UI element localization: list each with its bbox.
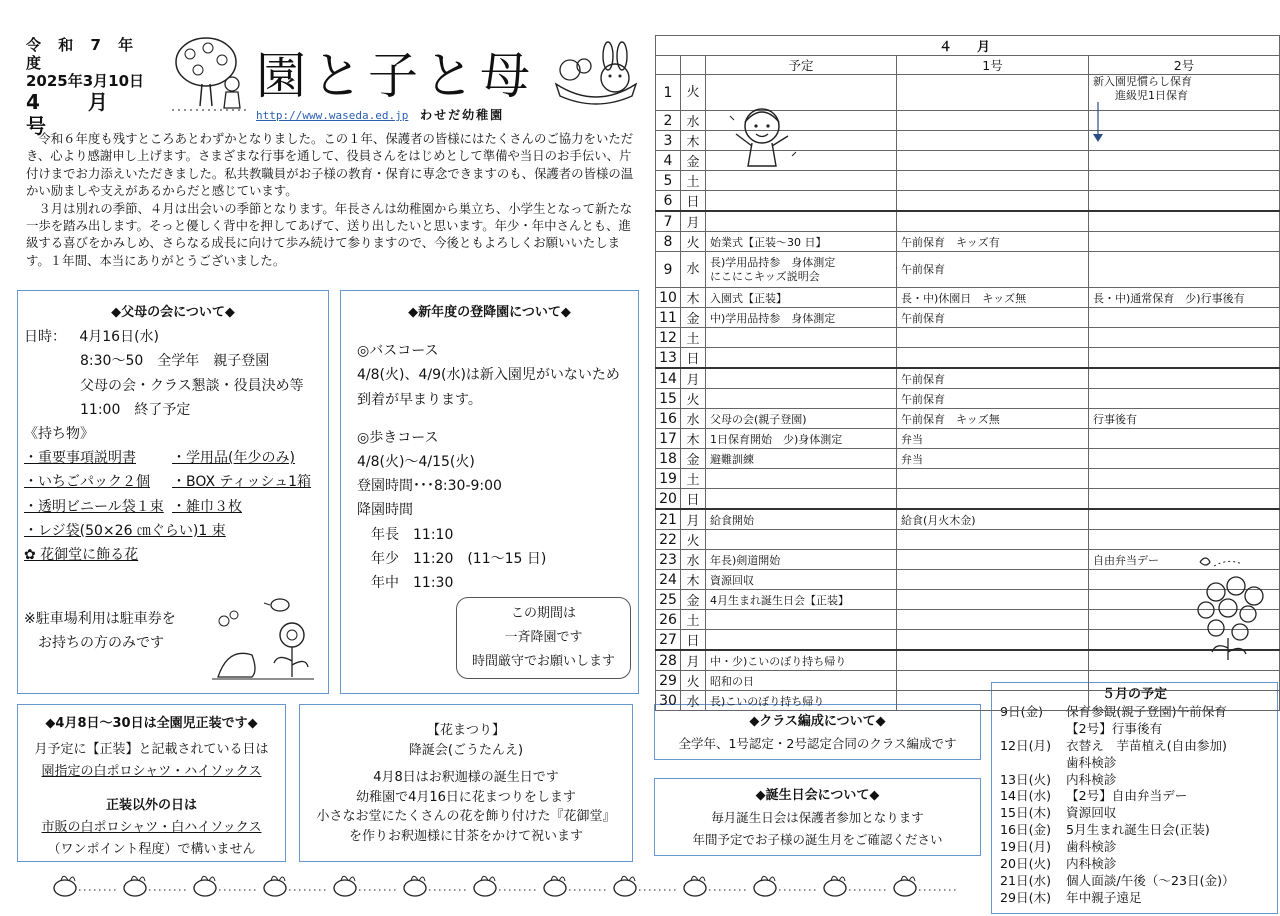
calendar-group1 bbox=[897, 691, 1089, 711]
calendar-row bbox=[656, 232, 1280, 252]
dismissal-senior: 年長 11:10 bbox=[371, 526, 454, 543]
flower-festival-title: 【花まつり】 bbox=[426, 723, 505, 738]
meeting-date: 4月16日(水) bbox=[79, 329, 160, 346]
calendar-group1 bbox=[897, 211, 1089, 232]
uniform-box bbox=[17, 704, 286, 862]
calendar-weekday: 土 bbox=[681, 610, 706, 630]
calendar-plan bbox=[706, 630, 897, 651]
calendar-row bbox=[656, 429, 1280, 449]
dismissal-junior: 年少 11:20 (11～15 日) bbox=[371, 550, 547, 567]
calendar-weekday: 水 bbox=[681, 550, 706, 570]
calendar-weekday: 木 bbox=[681, 570, 706, 590]
calendar-plan bbox=[706, 610, 897, 630]
calendar-plan bbox=[706, 368, 897, 389]
calendar-weekday: 火 bbox=[681, 75, 706, 111]
item-school-supplies: ・学用品(年少のみ) bbox=[172, 450, 295, 467]
calendar-day: 10 bbox=[656, 288, 681, 308]
calendar-group1 bbox=[897, 151, 1089, 171]
may-item-event: 衣替え 芋苗植え(自由参加) bbox=[1066, 737, 1227, 753]
calendar-row bbox=[656, 509, 1280, 530]
calendar-group1 bbox=[897, 171, 1089, 191]
bee-icon bbox=[54, 876, 76, 896]
calendar-group1: 午前保育 bbox=[897, 308, 1089, 328]
walk-course-heading: ◎歩きコース bbox=[357, 429, 439, 446]
uniform-line-2: 園指定の白ポロシャツ・ハイソックス bbox=[41, 764, 262, 779]
may-item-event: 年中親子遠足 bbox=[1066, 889, 1142, 905]
may-schedule-item bbox=[1000, 738, 1269, 755]
calendar-day: 22 bbox=[656, 530, 681, 550]
calendar-group1: 午前保育 bbox=[897, 389, 1089, 409]
may-schedule-item bbox=[1000, 822, 1269, 839]
item-strawberry-packs: ・いちごパック２個 bbox=[24, 474, 150, 491]
calendar-day: 1 bbox=[656, 75, 681, 111]
may-schedule-item bbox=[1000, 890, 1269, 907]
notice-line-1: この期間は bbox=[510, 606, 576, 621]
calendar-group1 bbox=[897, 610, 1089, 630]
calendar-row bbox=[656, 288, 1280, 308]
group1-column-header: 1号 bbox=[897, 56, 1089, 75]
calendar-day: 9 bbox=[656, 252, 681, 288]
calendar-day: 7 bbox=[656, 211, 681, 232]
calendar-group1: 午前保育 bbox=[897, 252, 1089, 288]
arrival-time: 登園時間･･･8:30-9:00 bbox=[357, 478, 502, 495]
calendar-group2 bbox=[1089, 171, 1280, 191]
calendar-row bbox=[656, 530, 1280, 550]
calendar-plan: 始業式【正装～30 日】 bbox=[706, 232, 897, 252]
may-item-event: 歯科検診 bbox=[1066, 754, 1117, 770]
calendar-group1 bbox=[897, 570, 1089, 590]
calendar-group1: 弁当 bbox=[897, 429, 1089, 449]
calendar-day: 3 bbox=[656, 131, 681, 151]
calendar-group2 bbox=[1089, 131, 1280, 151]
tree-child-illustration bbox=[168, 34, 250, 112]
calendar-weekday: 火 bbox=[681, 232, 706, 252]
calendar-weekday: 木 bbox=[681, 429, 706, 449]
calendar-weekday: 月 bbox=[681, 509, 706, 530]
may-item-date: 9日(金) bbox=[1000, 703, 1044, 719]
boy-illustration bbox=[722, 96, 802, 174]
may-schedule-item bbox=[1000, 873, 1269, 890]
item-flowers: ✿ 花御堂に飾る花 bbox=[24, 547, 139, 564]
calendar-weekday: 月 bbox=[681, 650, 706, 671]
rabbit-basket-illustration bbox=[552, 40, 640, 106]
item-tissue-box: ・BOX ティッシュ1箱 bbox=[172, 474, 312, 491]
calendar-group2 bbox=[1089, 368, 1280, 389]
may-item-date: 13日(火) bbox=[1000, 771, 1052, 787]
birthday-info-box bbox=[654, 778, 981, 856]
calendar-plan bbox=[706, 389, 897, 409]
bee-icon bbox=[544, 876, 566, 896]
calendar-weekday: 火 bbox=[681, 530, 706, 550]
bus-course-text: 4/8(火)、4/9(水)は新入園児がいないため到着が早まります。 bbox=[357, 367, 620, 408]
calendar-group1 bbox=[897, 348, 1089, 369]
may-schedule-item bbox=[1000, 755, 1269, 772]
birthday-info-line-2: 年間予定でお子様の誕生月をご確認ください bbox=[692, 832, 943, 847]
intro-message bbox=[26, 130, 638, 269]
group-dismissal-notice bbox=[456, 597, 631, 679]
calendar-day: 16 bbox=[656, 409, 681, 429]
calendar-group1 bbox=[897, 630, 1089, 651]
bee-icon bbox=[684, 876, 706, 896]
calendar-weekday: 木 bbox=[681, 288, 706, 308]
calendar-plan bbox=[706, 191, 897, 212]
calendar-plan: 1日保育開始 少)身体測定 bbox=[706, 429, 897, 449]
may-item-event: 【2号】行事後有 bbox=[1066, 720, 1163, 736]
calendar-group2 bbox=[1089, 509, 1280, 530]
flower-festival-line-1: 4月8日はお釈迦様の誕生日です bbox=[373, 770, 559, 785]
calendar-plan: 4月生まれ誕生日会【正装】 bbox=[706, 590, 897, 610]
class-info-title: ◆クラス編成について◆ bbox=[749, 714, 886, 729]
calendar-plan: 避難訓練 bbox=[706, 449, 897, 469]
calendar-group2: 自由弁当デー bbox=[1089, 550, 1280, 570]
flower-bush-illustration bbox=[1186, 552, 1276, 664]
calendar-group2 bbox=[1089, 348, 1280, 369]
calendar-weekday: 水 bbox=[681, 252, 706, 288]
calendar-plan bbox=[706, 211, 897, 232]
calendar-row bbox=[656, 252, 1280, 288]
calendar-group2 bbox=[1089, 671, 1280, 691]
calendar-group1 bbox=[897, 489, 1089, 510]
may-item-date: 20日(火) bbox=[1000, 856, 1052, 872]
item-explanation-doc: ・重要事項説明書 bbox=[24, 450, 136, 467]
dismissal-label: 降園時間 bbox=[357, 502, 413, 519]
may-item-event: 資源回収 bbox=[1066, 805, 1117, 821]
era-year: 令 和 7 年 度 bbox=[26, 36, 140, 72]
calendar-group2 bbox=[1089, 151, 1280, 171]
calendar-group1 bbox=[897, 75, 1089, 111]
calendar-group1 bbox=[897, 191, 1089, 212]
calendar-plan: 入園式【正装】 bbox=[706, 288, 897, 308]
calendar-weekday: 土 bbox=[681, 171, 706, 191]
intro-paragraph-2: ３月は別れの季節、４月は出会いの季節となります。年長さんは幼稚園から巣立ち、小学生となって新たな一歩を踏み出します。そっと優しく背中を押してあげて、送り出したいと思います。年少・年中さんとも、進級する喜びをかみしめ、さらなる成長に向けて歩み続けて参りますので、今後ともよろしくお願いいたします。１年間、本当にありがとうございました。 bbox=[26, 200, 633, 268]
may-item-event: 個人面談/午後（～23日(金)） bbox=[1066, 872, 1235, 888]
calendar-group1: 弁当 bbox=[897, 449, 1089, 469]
calendar-weekday: 水 bbox=[681, 111, 706, 131]
calendar-weekday: 水 bbox=[681, 409, 706, 429]
calendar-group2 bbox=[1089, 530, 1280, 550]
calendar-group1 bbox=[897, 671, 1089, 691]
calendar-group1: 午前保育 キッズ無 bbox=[897, 409, 1089, 429]
calendar-weekday: 火 bbox=[681, 389, 706, 409]
newsletter-title: 園と子と母 bbox=[256, 47, 536, 105]
calendar-group2 bbox=[1089, 328, 1280, 348]
item-shopping-bags: ・レジ袋(50×26 ㎝ぐらい)1 束 bbox=[24, 522, 226, 539]
notice-line-3: 時間厳守でお願いします bbox=[471, 654, 615, 669]
bus-course-heading: ◎バスコース bbox=[357, 343, 439, 360]
calendar-day: 30 bbox=[656, 691, 681, 711]
may-schedule-box bbox=[991, 682, 1278, 914]
may-item-event: 内科検診 bbox=[1066, 771, 1117, 787]
may-item-date: 16日(金) bbox=[1000, 822, 1052, 838]
calendar-weekday: 月 bbox=[681, 368, 706, 389]
weekday-column-header bbox=[681, 56, 706, 75]
calendar-row bbox=[656, 348, 1280, 369]
calendar-plan: 長)こいのぼり持ち帰り bbox=[706, 691, 897, 711]
flower-festival-box bbox=[299, 704, 633, 862]
bee-icon bbox=[124, 876, 146, 896]
may-schedule-item bbox=[1000, 839, 1269, 856]
calendar-day: 12 bbox=[656, 328, 681, 348]
calendar-group2 bbox=[1089, 429, 1280, 449]
date-label: 日時： bbox=[24, 329, 66, 346]
footer-bee-border bbox=[20, 872, 985, 902]
calendar-day: 23 bbox=[656, 550, 681, 570]
flower-festival-line-2: 幼稚園で4月16日に花まつりをします bbox=[356, 789, 576, 805]
calendar-weekday: 月 bbox=[681, 211, 706, 232]
may-item-event: 内科検診 bbox=[1066, 856, 1117, 872]
calendar-group1: 午前保育 キッズ有 bbox=[897, 232, 1089, 252]
uniform-line-5: （ワンポイント程度）で構いません bbox=[47, 842, 256, 857]
calendar-group2: 新入園児慣らし保育 進級児1日保育 bbox=[1089, 75, 1280, 111]
bee-icon bbox=[754, 876, 776, 896]
calendar-group2 bbox=[1089, 389, 1280, 409]
calendar-row bbox=[656, 211, 1280, 232]
calendar-group1: 給食(月火木金) bbox=[897, 509, 1089, 530]
calendar-group2 bbox=[1089, 449, 1280, 469]
calendar-month: ４ 月 bbox=[656, 36, 1280, 56]
calendar-row bbox=[656, 191, 1280, 212]
calendar-day: 26 bbox=[656, 610, 681, 630]
calendar-row bbox=[656, 328, 1280, 348]
calendar-weekday: 金 bbox=[681, 449, 706, 469]
calendar-day: 14 bbox=[656, 368, 681, 389]
may-item-event: 保育参観(親子登園)午前保育 bbox=[1066, 703, 1227, 719]
birthday-info-line-1: 毎月誕生日会は保護者参加となります bbox=[711, 810, 924, 825]
may-schedule-item bbox=[1000, 772, 1269, 789]
calendar-day: 19 bbox=[656, 469, 681, 489]
bee-icon bbox=[264, 876, 286, 896]
calendar-day: 5 bbox=[656, 171, 681, 191]
calendar-day: 13 bbox=[656, 348, 681, 369]
calendar-plan: 昭和の日 bbox=[706, 671, 897, 691]
calendar-day: 18 bbox=[656, 449, 681, 469]
calendar-day: 17 bbox=[656, 429, 681, 449]
calendar-group1 bbox=[897, 131, 1089, 151]
may-schedule-list bbox=[1000, 704, 1269, 907]
calendar-weekday: 金 bbox=[681, 151, 706, 171]
calendar-plan: 年長)剣道開始 bbox=[706, 550, 897, 570]
calendar-day: 29 bbox=[656, 671, 681, 691]
intro-paragraph-1: 令和６年度も残すところあとわずかとなりました。この１年、保護者の皆様にはたくさんのご協力をいただき、心より感謝申し上げます。さまざまな行事を通して、役員さんをはじめとして準備や当日のお手伝い、片付けまでお力添えいただきました。私共教職員がお子様の教育・保育に専念できますのも、保護者の皆様の温かい励ましや支えがあるからだと感じています。 bbox=[26, 131, 634, 199]
meeting-time-start: 8:30～50 全学年 親子登園 bbox=[80, 353, 270, 370]
calendar-day: 8 bbox=[656, 232, 681, 252]
meeting-time-end: 11:00 終了予定 bbox=[80, 401, 191, 418]
calendar-row bbox=[656, 671, 1280, 691]
may-item-date: 29日(木) bbox=[1000, 889, 1052, 905]
may-schedule-item bbox=[1000, 805, 1269, 822]
calendar-group1 bbox=[897, 550, 1089, 570]
calendar-group1 bbox=[897, 469, 1089, 489]
calendar-plan bbox=[706, 489, 897, 510]
flower-bird-illustration bbox=[208, 591, 318, 681]
may-schedule-item bbox=[1000, 788, 1269, 805]
calendar-plan: 父母の会(親子登園) bbox=[706, 409, 897, 429]
bee-icon bbox=[894, 876, 916, 896]
flower-festival-line-4: を作りお釈迦様に甘茶をかけて祝います bbox=[348, 828, 583, 844]
parents-meeting-title: ◆父母の会について◆ bbox=[111, 305, 235, 320]
bee-icon bbox=[404, 876, 426, 896]
may-schedule-title: ５月の予定 bbox=[1101, 687, 1167, 702]
calendar-plan: 資源回収 bbox=[706, 570, 897, 590]
calendar-row bbox=[656, 469, 1280, 489]
calendar-weekday: 日 bbox=[681, 489, 706, 510]
calendar-day: 25 bbox=[656, 590, 681, 610]
may-item-date: 15日(木) bbox=[1000, 805, 1052, 821]
birthday-info-title: ◆誕生日会について◆ bbox=[755, 788, 880, 803]
uniform-line-4: 市販の白ポロシャツ・白ハイソックス bbox=[41, 820, 262, 835]
calendar-row bbox=[656, 308, 1280, 328]
notice-line-2: 一斉降園です bbox=[504, 630, 583, 645]
calendar-weekday: 水 bbox=[681, 691, 706, 711]
calendar-day: 27 bbox=[656, 630, 681, 651]
calendar-row bbox=[656, 489, 1280, 510]
flower-festival-subtitle: 降誕会(ごうたんえ) bbox=[408, 742, 524, 758]
calendar-weekday: 日 bbox=[681, 191, 706, 212]
calendar-plan bbox=[706, 348, 897, 369]
calendar-day: 21 bbox=[656, 509, 681, 530]
issue-number: 4 月 号 bbox=[26, 90, 156, 138]
may-schedule-item bbox=[1000, 856, 1269, 873]
calendar-day: 11 bbox=[656, 308, 681, 328]
may-item-event: 歯科検診 bbox=[1066, 839, 1117, 855]
calendar-group2 bbox=[1089, 232, 1280, 252]
calendar-row bbox=[656, 368, 1280, 389]
down-arrow-icon bbox=[1092, 102, 1104, 144]
calendar-day: 15 bbox=[656, 389, 681, 409]
bee-icon bbox=[334, 876, 356, 896]
may-schedule-item bbox=[1000, 721, 1269, 738]
calendar-group2 bbox=[1089, 691, 1280, 711]
meeting-agenda: 父母の会・クラス懇談・役員決め等 bbox=[80, 377, 304, 394]
may-item-date: 21日(水) bbox=[1000, 872, 1052, 888]
may-item-date bbox=[1000, 721, 1066, 738]
calendar-weekday: 木 bbox=[681, 131, 706, 151]
may-item-date: 12日(月) bbox=[1000, 737, 1052, 753]
class-info-box bbox=[654, 704, 981, 760]
calendar-group1: 午前保育 bbox=[897, 368, 1089, 389]
walk-period: 4/8(火)～4/15(火) bbox=[357, 454, 475, 471]
calendar-day: 4 bbox=[656, 151, 681, 171]
calendar-weekday: 日 bbox=[681, 348, 706, 369]
calendar-plan bbox=[706, 469, 897, 489]
parents-meeting-box bbox=[17, 290, 329, 694]
issue-date: 2025年3月10日 bbox=[26, 72, 145, 90]
day-column-header bbox=[656, 56, 681, 75]
item-rags: ・雑巾３枚 bbox=[172, 498, 242, 515]
calendar-group1 bbox=[897, 111, 1089, 131]
calendar-weekday: 火 bbox=[681, 671, 706, 691]
calendar-group2 bbox=[1089, 469, 1280, 489]
uniform-line-1: 月予定に【正装】と記載されている日は bbox=[34, 742, 269, 757]
calendar-group2 bbox=[1089, 252, 1280, 288]
may-item-date: 14日(水) bbox=[1000, 788, 1052, 804]
calendar-weekday: 土 bbox=[681, 469, 706, 489]
calendar-weekday: 金 bbox=[681, 590, 706, 610]
calendar-group1 bbox=[897, 590, 1089, 610]
calendar-day: 2 bbox=[656, 111, 681, 131]
calendar-group2 bbox=[1089, 111, 1280, 131]
class-info-text: 全学年、1号認定・2号認定合同のクラス編成です bbox=[678, 736, 957, 751]
calendar-day: 28 bbox=[656, 650, 681, 671]
bee-icon bbox=[614, 876, 636, 896]
parking-note-1: ※駐車場利用は駐車券を bbox=[24, 611, 176, 628]
items-label: 《持ち物》 bbox=[24, 426, 94, 443]
bee-icon bbox=[474, 876, 496, 896]
calendar-plan: 長)学用品持参 身体測定 にこにこキッズ説明会 bbox=[706, 252, 897, 288]
school-name: わせだ幼稚園 bbox=[420, 108, 505, 122]
parking-note-2: お持ちの方のみです bbox=[38, 635, 164, 652]
calendar-group2 bbox=[1089, 191, 1280, 212]
calendar-day: 6 bbox=[656, 191, 681, 212]
calendar-group1 bbox=[897, 530, 1089, 550]
url-line bbox=[256, 106, 504, 123]
uniform-line-3: 正装以外の日は bbox=[105, 798, 197, 813]
calendar-group2: 長・中)通常保育 少)行事後有 bbox=[1089, 288, 1280, 308]
calendar-plan bbox=[706, 530, 897, 550]
calendar-row bbox=[656, 409, 1280, 429]
calendar-row bbox=[656, 691, 1280, 711]
item-plastic-bags: ・透明ビニール袋１束 bbox=[24, 498, 164, 515]
may-item-date bbox=[1000, 755, 1066, 772]
may-item-event: 5月生まれ誕生日会(正装) bbox=[1066, 822, 1210, 838]
calendar-weekday: 金 bbox=[681, 308, 706, 328]
flower-festival-line-3: 小さなお堂にたくさんの花を飾り付けた『花御堂』 bbox=[316, 809, 616, 824]
calendar-plan: 中)学用品持参 身体測定 bbox=[706, 308, 897, 328]
calendar-group2 bbox=[1089, 489, 1280, 510]
calendar-group1 bbox=[897, 650, 1089, 671]
calendar-plan: 給食開始 bbox=[706, 509, 897, 530]
calendar-weekday: 土 bbox=[681, 328, 706, 348]
calendar-plan bbox=[706, 328, 897, 348]
school-website-link[interactable]: http://www.waseda.ed.jp bbox=[256, 109, 409, 122]
may-item-date: 19日(月) bbox=[1000, 839, 1052, 855]
plan-column-header: 予定 bbox=[706, 56, 897, 75]
calendar-row bbox=[656, 449, 1280, 469]
issue-info bbox=[26, 36, 166, 138]
bee-icon bbox=[824, 876, 846, 896]
may-item-event: 【2号】自由弁当デー bbox=[1066, 788, 1188, 804]
calendar-group2 bbox=[1089, 211, 1280, 232]
dismissal-middle: 年中 11:30 bbox=[371, 575, 454, 592]
calendar-day: 20 bbox=[656, 489, 681, 510]
uniform-title: ◆4月8日～30日は全園児正装です◆ bbox=[45, 716, 258, 731]
calendar-weekday: 日 bbox=[681, 630, 706, 651]
group2-column-header: 2号 bbox=[1089, 56, 1280, 75]
calendar-plan: 中・少)こいのぼり持ち帰り bbox=[706, 650, 897, 671]
commute-title: ◆新年度の登降園について◆ bbox=[408, 305, 571, 320]
calendar-group2 bbox=[1089, 308, 1280, 328]
calendar-group2: 行事後有 bbox=[1089, 409, 1280, 429]
calendar-group1: 長・中)休園日 キッズ無 bbox=[897, 288, 1089, 308]
bee-icon bbox=[194, 876, 216, 896]
calendar-row bbox=[656, 389, 1280, 409]
calendar-day: 24 bbox=[656, 570, 681, 590]
calendar-group1 bbox=[897, 328, 1089, 348]
